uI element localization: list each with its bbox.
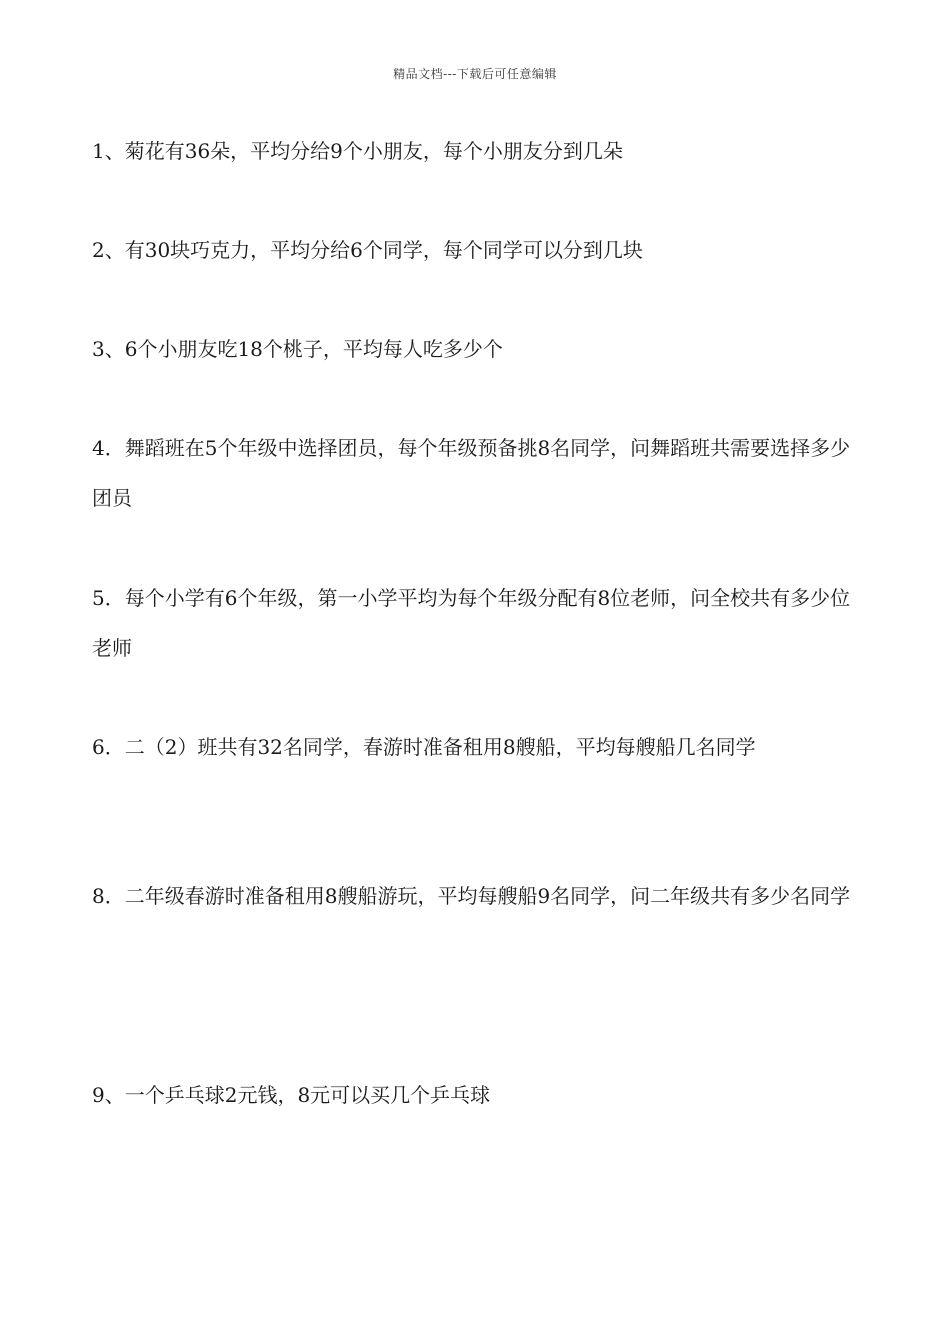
- question-6: 6．二（2）班共有32名同学，春游时准备租用8艘船，平均每艘船几名同学: [92, 735, 756, 759]
- question-1: 1、菊花有36朵，平均分给9个小朋友，每个小朋友分到几朵: [92, 139, 623, 163]
- question-5: 5．每个小学有6个年级，第一小学平均为每个年级分配有8位老师，问全校共有多少位老师: [92, 586, 851, 660]
- page-header: 精品文档---下载后可任意编辑: [393, 67, 557, 81]
- question-4: 4．舞蹈班在5个年级中选择团员，每个年级预备挑8名同学，问舞蹈班共需要选择多少团员: [92, 436, 851, 510]
- question-9: 9、一个乒乓球2元钱，8元可以买几个乒乓球: [92, 1083, 491, 1107]
- question-8: 8．二年级春游时准备租用8艘船游玩，平均每艘船9名同学，问二年级共有多少名同学: [92, 884, 851, 908]
- question-3: 3、6个小朋友吃18个桃子，平均每人吃多少个: [92, 337, 503, 361]
- question-2: 2、有30块巧克力，平均分给6个同学，每个同学可以分到几块: [92, 238, 643, 262]
